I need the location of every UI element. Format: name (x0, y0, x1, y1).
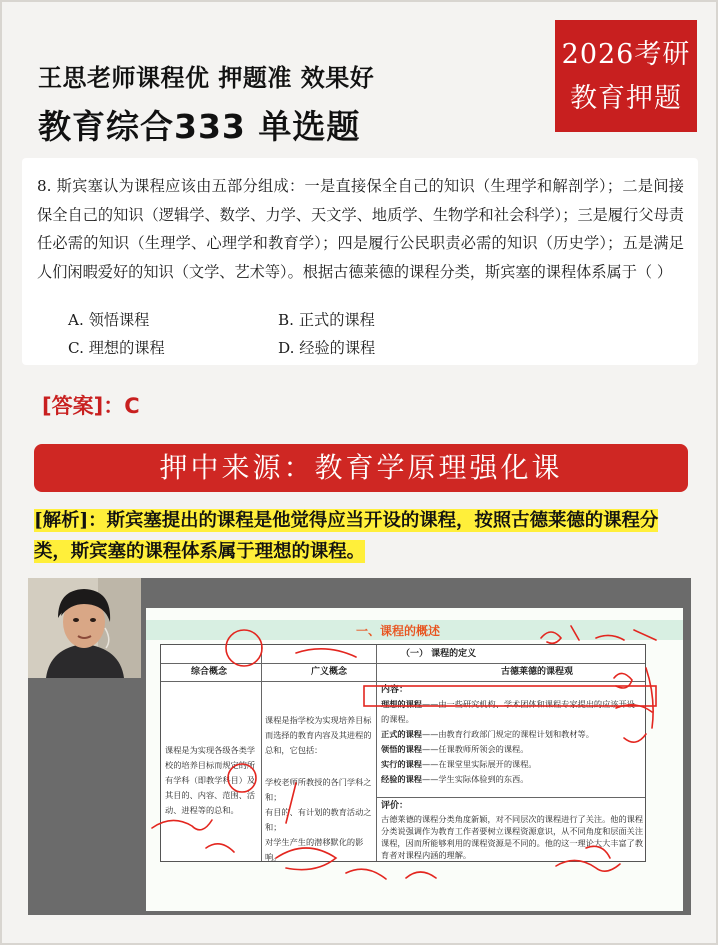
table-divider (376, 645, 377, 861)
goodlad-content-label: 内容： (381, 685, 409, 695)
table-section-title: （一） 课程的定义 (401, 649, 477, 659)
list-item: 理想的课程——由一些研究机构、学术团体和课程专家提出的应该开设的课程。 (381, 699, 635, 724)
exam-badge (555, 20, 697, 132)
source-banner: 押中来源：教育学原理强化课 (34, 444, 688, 492)
table-divider (376, 797, 645, 798)
list-item: 学校老师所教授的各门学科之和； (265, 777, 372, 802)
list-item: 实行的课程——在课堂里实际展开的课程。 (381, 759, 537, 769)
badge-line-2: 教育押题 (570, 83, 682, 114)
table-divider (161, 681, 645, 682)
option-b: B. 正式的课程 (278, 311, 375, 329)
slide-title: 一、课程的概述 (356, 624, 441, 638)
teacher-avatar-icon (28, 578, 141, 678)
broad-concept-items (265, 775, 373, 865)
question-stem: 8. 斯宾塞认为课程应该由五部分组成：一是直接保全自己的知识（生理学和解剖学）；二是间接保全自己的知识（逻辑学、数学、力学、天文学、地质学、生物学和社会科学）；三是履行父母责任必需的知识（生理学、心理学和教育学）；四是履行公民职责必需的知识（历史学）；五是满足人们闲暇爱好的知识（文学、艺术等）。根据古德莱德的课程分类，斯宾塞的课程体系属于（ ） (37, 177, 684, 281)
slide-table (160, 644, 646, 862)
lecture-photo (28, 578, 691, 915)
list-item: 有目的、有计划的教育活动之和； (265, 807, 372, 832)
teacher-webcam (28, 578, 141, 678)
analysis-block (34, 505, 684, 567)
lecture-slide (146, 608, 683, 911)
list-item: 对学生产生的潜移默化的影响。 (265, 837, 364, 862)
option-d: D. 经验的课程 (278, 339, 376, 357)
broad-concept-intro: 课程是指学校为实现培养目标而选择的教育内容及其进程的总和，它包括： (265, 715, 372, 755)
evaluation-label: 评价： (381, 801, 409, 811)
col-header-goodlad: 古德莱德的课程观 (501, 667, 574, 677)
col-header-broad: 广义概念 (311, 667, 348, 677)
list-item: 正式的课程——由教育行政部门规定的课程计划和教材等。 (381, 729, 594, 739)
tagline: 王思老师课程优 押题准 效果好 (38, 64, 375, 92)
option-a: A. 领悟课程 (68, 311, 150, 329)
list-item: 领悟的课程——任课教师所领会的课程。 (381, 744, 529, 754)
list-item: 经验的课程——学生实际体验到的东西。 (381, 774, 529, 784)
general-concept-text: 课程是为实现各级各类学校的培养目标而规定的所有学科（即教学科目）及其目的、内容、范围、活动、进程等的总和。 (165, 745, 256, 815)
analysis-text: 斯宾塞提出的课程是他觉得应当开设的课程，按照古德莱德的课程分类，斯宾塞的课程体系属于理想的课程。 (34, 510, 659, 562)
question-card (22, 158, 698, 365)
goodlad-list (381, 697, 643, 787)
page-title: 教育综合333 单选题 (38, 107, 361, 146)
table-divider (261, 645, 262, 861)
analysis-label: [解析]： (34, 510, 107, 531)
badge-line-1: 2026考研 (561, 39, 691, 70)
table-divider (161, 663, 645, 664)
answer-label: [答案]：C (42, 394, 140, 418)
evaluation-text: 古德莱德的课程分类角度新颖，对不同层次的课程进行了关注。他的课程分类说强调作为教育工作者要树立课程资源意识，从不同角度和层面关注课程，因而所能够利用的课程资源是不同的。他的这一理论大大丰富了教育者对课程内涵的理解。 (381, 814, 644, 860)
option-c: C. 理想的课程 (68, 339, 165, 357)
col-header-general: 综合概念 (191, 667, 228, 677)
